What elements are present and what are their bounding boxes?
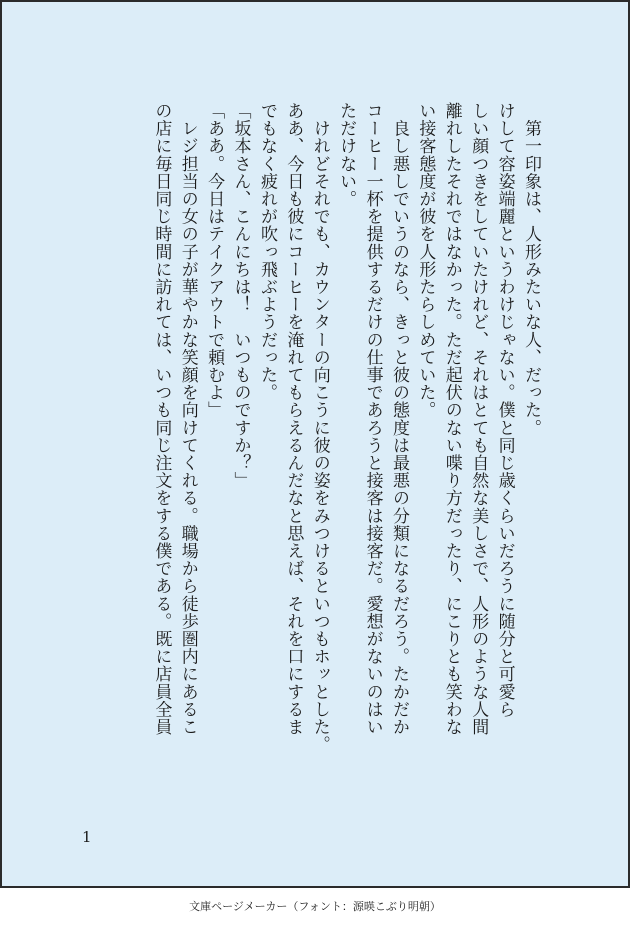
text-column: しい顔つきをしていたけれど、それはとても自然な美しさで、人形のような人間 [468, 102, 489, 736]
text-column: けして容姿端麗というわけじゃない。僕と同じ歳くらいだろうに随分と可愛ら [494, 102, 515, 718]
text-column: でもなく疲れが吹っ飛ぶようだった。 [256, 102, 277, 402]
text-column: 良し悪しでいうのなら、きっと彼の態度は最悪の分類になるだろう。たかだか [388, 102, 409, 736]
text-column: 第一印象は、人形みたいな人、だった。 [521, 102, 541, 437]
text-column: ああ、今日も彼にコーヒーを淹れてもらえるんだなと思えば、それを口にするま [283, 102, 304, 736]
vertical-text-body [148, 102, 544, 817]
text-column: レジ担当の女の子が華やかな笑顔を向けてくれる。職場から徒歩圏内にあるこ [177, 102, 198, 736]
text-column: 離れしたそれではなかった。ただ起伏のない喋り方だったり、にこりとも笑わな [441, 102, 462, 736]
text-column: い接客態度が彼を人形たらしめていた。 [415, 102, 436, 419]
page-number: 1 [82, 828, 92, 846]
text-column: 「ああ。今日はテイクアウトで頼むよ」 [204, 102, 225, 419]
text-column: けれどそれでも、カウンターの向こうに彼の姿をみつけるといつもホッとした。 [309, 102, 330, 754]
text-column: コーヒー一杯を提供するだけの仕事であろうと接客は接客だ。愛想がないのはい [362, 102, 383, 736]
text-column: 「坂本さん、こんにちは！ いつものですか？」 [230, 102, 251, 490]
text-column: の店に毎日同じ時間に訪れては、いつも同じ注文をする僕である。既に店員全員 [151, 102, 172, 736]
footer-credit: 文庫ページメーカー（フォント：源暎こぶり明朝） [189, 900, 441, 913]
text-column: ただけない。 [336, 102, 357, 208]
